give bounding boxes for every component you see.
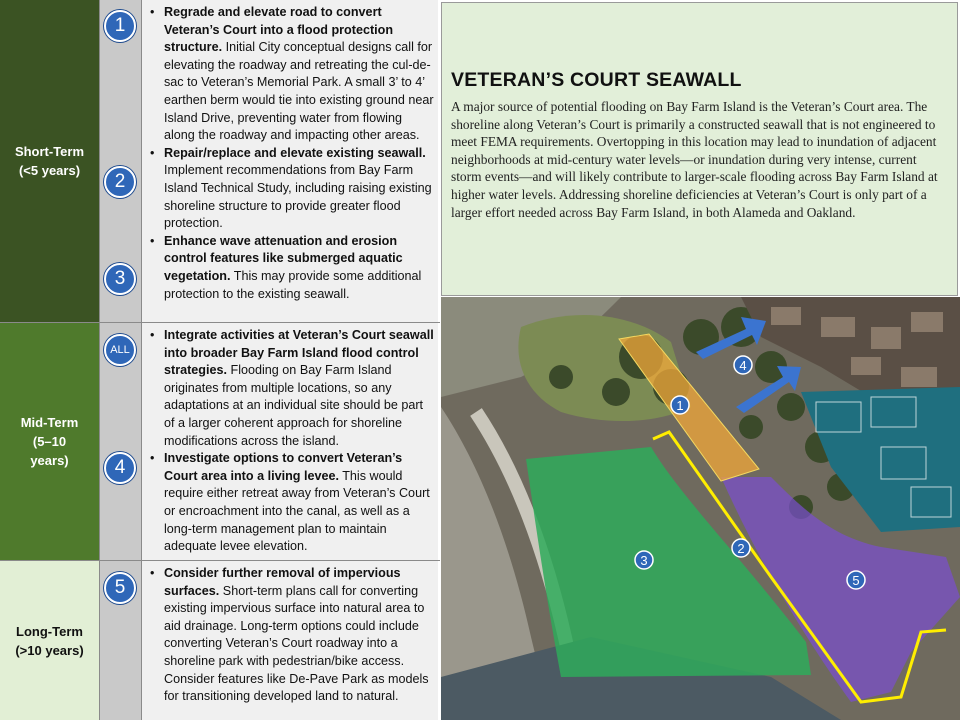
page-title: VETERAN’S COURT SEAWALL — [451, 69, 742, 91]
actions-mid-term — [141, 323, 438, 560]
map-marker-5-label: 5 — [852, 573, 860, 588]
term-mid-line3: years) — [30, 453, 69, 468]
map-marker-3-label: 3 — [640, 553, 648, 568]
divider-mid-long — [0, 560, 440, 561]
map-marker-2-label: 2 — [737, 541, 745, 556]
action-5-body: Short-term plans call for converting existing impervious surface into natural area to aid drainage. Long-term options could include converting Veteran’s Court roadway into a shoreline park with pedestrian/bike access. Consider features like De-Pave Park as models for transitioning developed land to natural. — [164, 583, 429, 704]
action-1-title: Regrade and elevate road to convert Veteran’s Court into a flood protection structure. — [164, 5, 394, 55]
intro-text: A major source of potential flooding on Bay Farm Island is the Veteran’s Court area. The shoreline along Veteran’s Court is primarily a constructed seawall that is not engineered to meet FEMA requirements. Overtopping in this location may lead to inundation of adjacent neighborhoods at mid-century water levels—or inundation during very intense, current storm events—and will likely contribute to larger-scale flooding across Bay Farm Island at higher water levels. Addressing shoreline deficiencies at Veteran’s Court is only part of a larger effort needed across Bay Farm Island, in both Alameda and Oakland. — [451, 99, 938, 220]
map-marker-5 — [847, 571, 865, 589]
action-badge-all: ALL — [104, 334, 136, 366]
action-item-all — [150, 327, 434, 450]
action-badge-5: 5 — [104, 572, 136, 604]
action-4-body: This would require either retreat away from Veteran’s Court or encroachment into the canal, as well as a long-term management plan to maintain adequate levee elevation. — [164, 468, 430, 554]
term-mid-line1: Mid-Term — [20, 415, 79, 430]
action-2-title: Repair/replace and elevate existing seawall. — [164, 145, 426, 160]
action-item-2 — [150, 145, 434, 233]
map-marker-4-label: 4 — [739, 358, 747, 373]
action-item-1 — [150, 4, 434, 145]
action-badge-2: 2 — [104, 166, 136, 198]
action-1-body: Initial City conceptual designs call for elevating the roadway and retreating the cul-de-sac to Veteran’s Memorial Park. A small 3’ to 4’ earthen berm would tie into existing ground near Island Drive, preventing water from flowing along the roadway and impacting other areas. — [164, 40, 434, 143]
action-3-title: Enhance wave attenuation and erosion control features like submerged aquatic vegetation. — [164, 233, 403, 283]
action-all-title: Integrate activities at Veteran’s Court seawall into broader Bay Farm Island flood control strategies. — [164, 328, 434, 378]
aerial-site-map — [441, 297, 960, 720]
map-marker-4 — [734, 356, 752, 374]
map-marker-2 — [732, 539, 750, 557]
action-badge-4: 4 — [104, 452, 136, 484]
map-marker-1-label: 1 — [676, 398, 684, 413]
action-all-body: Flooding on Bay Farm Island originates from multiple locations, so any adaptations at an individual site should be part of a larger coherent approach for shoreline modifications across the island. — [164, 363, 424, 448]
divider-short-mid — [0, 322, 440, 323]
action-item-5 — [150, 565, 434, 706]
term-short-line2: (<5 years) — [18, 163, 81, 178]
action-5-title: Consider further removal of impervious surfaces. — [164, 566, 401, 598]
actions-short-term — [141, 0, 438, 322]
map-marker-3 — [635, 551, 653, 569]
term-label-mid — [0, 323, 100, 560]
term-short-line1: Short-Term — [14, 144, 85, 159]
actions-long-term — [141, 561, 438, 720]
action-item-4 — [150, 450, 434, 556]
term-label-short — [0, 0, 100, 322]
term-long-line2: (>10 years) — [15, 642, 84, 658]
action-item-3 — [150, 233, 434, 303]
action-4-title: Investigate options to convert Veteran’s Court area into a living levee. — [164, 451, 403, 483]
intro-panel — [441, 2, 958, 296]
action-3-body: This may provide some additional protection to the existing seawall. — [164, 268, 422, 301]
term-long-line1: Long-Term — [16, 623, 83, 639]
map-marker-1 — [671, 396, 689, 414]
action-badge-1: 1 — [104, 10, 136, 42]
action-2-body: Implement recommendations from Bay Farm Island Technical Study, including raising existing shoreline structure to provide greater flood protection. — [164, 163, 432, 231]
term-mid-line2: (5–10 — [32, 434, 67, 449]
action-badge-3: 3 — [104, 263, 136, 295]
term-label-long — [0, 561, 100, 720]
